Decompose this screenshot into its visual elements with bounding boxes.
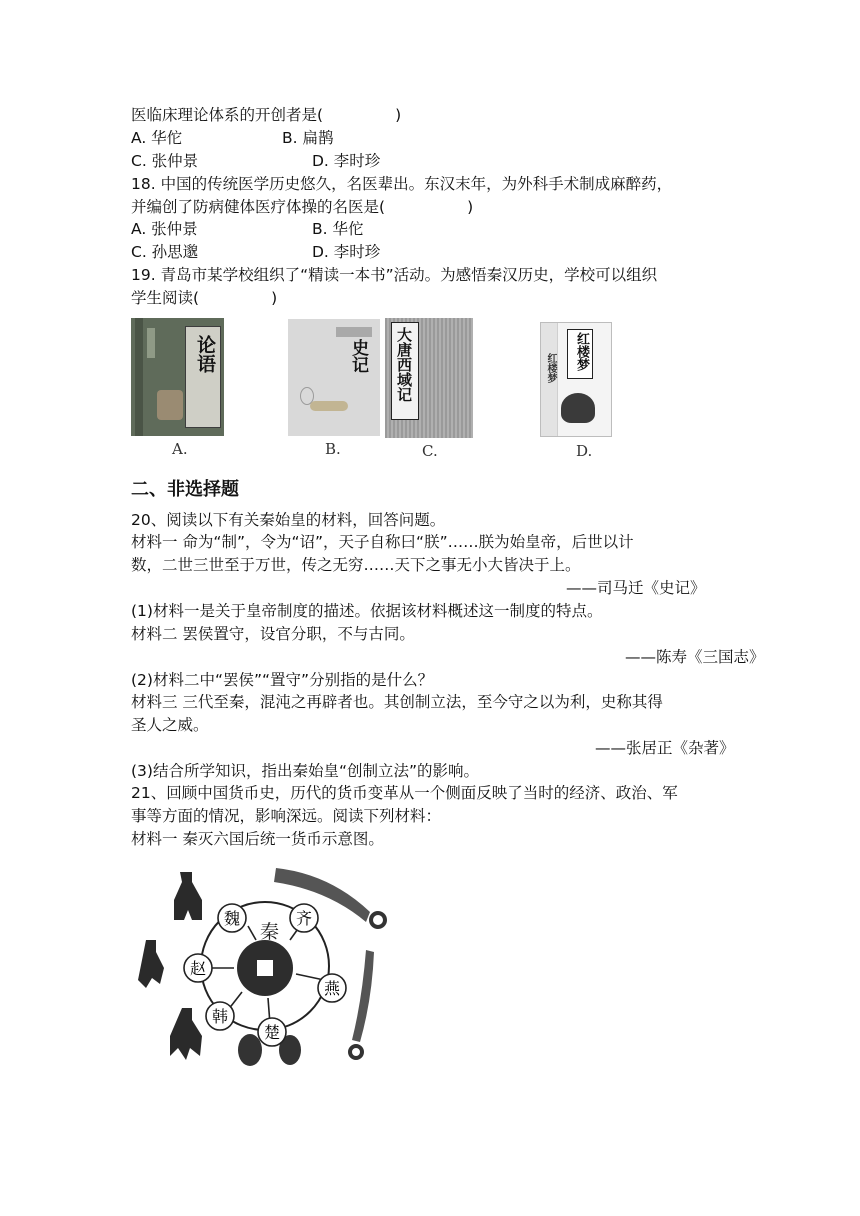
q20-material-3-line-2: 圣人之威。 xyxy=(131,716,209,734)
q17-stem xyxy=(131,104,401,126)
q20-material-1-line-1: 材料一 命为“制”，令为“诏”，天子自称曰“朕”……朕为始皇帝，后世以计 xyxy=(131,533,634,551)
state-circle-zhao xyxy=(184,954,212,982)
book-title-d: 红楼梦 xyxy=(574,332,589,371)
label-tag xyxy=(336,327,372,337)
q17-option-c[interactable]: C. 张仲景 xyxy=(131,152,199,170)
book-title-a: 论语 xyxy=(194,335,216,373)
state-label-wei: 魏 xyxy=(224,909,241,928)
q17-option-b[interactable]: B. 扁鹊 xyxy=(282,129,334,147)
q17-close: ) xyxy=(395,106,402,124)
book-cover-a[interactable] xyxy=(131,318,224,436)
q18-option-a[interactable]: A. 张仲景 xyxy=(131,220,198,238)
state-label-qi: 齐 xyxy=(296,909,313,928)
state-label-yan: 燕 xyxy=(324,979,341,998)
title-panel xyxy=(185,326,221,428)
state-label-chu: 楚 xyxy=(264,1023,281,1042)
spade-coin-icon xyxy=(138,940,164,988)
state-label-han: 韩 xyxy=(212,1007,229,1026)
q19-close: ) xyxy=(271,289,278,307)
book-title-c: 大唐西域记 xyxy=(395,327,413,402)
q20-material-1-source: ——司马迁《史记》 xyxy=(566,579,706,597)
book-cover-c[interactable] xyxy=(385,318,473,438)
q20-material-1-line-2: 数，二世三世至于万世，传之无穷……天下之事无小大皆决于上。 xyxy=(131,556,581,574)
center-state-label: 秦 xyxy=(260,921,280,943)
state-circle-yan xyxy=(318,974,346,1002)
section-heading: 二、非选择题 xyxy=(131,479,239,500)
state-circle-qi xyxy=(290,904,318,932)
q19-line-2-text: 学生阅读( xyxy=(131,289,200,307)
state-circle-han xyxy=(206,1002,234,1030)
q20-material-2-source: ——陈寿《三国志》 xyxy=(625,648,765,666)
book-caption-c: C. xyxy=(422,442,438,460)
q20-material-3-line-1: 材料三 三代至秦，混沌之再辟者也。其创制立法，至今守之以为利，史称其得 xyxy=(131,693,663,711)
horse-illustration xyxy=(310,401,348,411)
q20-material-2: 材料二 罢侯置守，设官分职，不与古同。 xyxy=(131,625,415,643)
spine-title: 红楼梦 xyxy=(545,353,556,383)
title-panel xyxy=(391,322,419,420)
ant-nose-coin-icon xyxy=(238,1034,262,1066)
q17-option-a[interactable]: A. 华佗 xyxy=(131,129,183,147)
q21-material-1: 材料一 秦灭六国后统一货币示意图。 xyxy=(131,830,384,848)
q20-intro: 20、阅读以下有关秦始皇的材料，回答问题。 xyxy=(131,511,446,529)
book-cover-d[interactable] xyxy=(540,322,612,437)
ban-liang-coin-icon xyxy=(237,940,293,996)
spade-coin-icon xyxy=(170,1008,202,1060)
state-label-zhao: 赵 xyxy=(190,959,207,978)
label-tag xyxy=(147,328,155,358)
book-caption-b: B. xyxy=(325,440,341,458)
q19-line-1: 19. 青岛市某学校组织了“精读一本书”活动。为感悟秦汉历史，学校可以组织 xyxy=(131,266,658,284)
q18-line-2 xyxy=(131,196,473,218)
title-panel xyxy=(567,329,593,379)
book-cover-b[interactable] xyxy=(288,319,380,436)
q18-line-1: 18. 中国的传统医学历史悠久，名医辈出。东汉末年，为外科手术制成麻醉药， xyxy=(131,175,673,193)
q20-material-3-source: ——张居正《杂著》 xyxy=(595,739,735,757)
book-spine xyxy=(135,318,143,436)
state-circle-wei xyxy=(218,904,246,932)
q17-stem-text: 医临床理论体系的开创者是( xyxy=(131,106,324,124)
figure-illustration xyxy=(157,390,183,420)
q18-close: ) xyxy=(467,198,474,216)
knife-coin-icon xyxy=(350,950,374,1058)
book-caption-a: A. xyxy=(172,440,188,458)
q18-line-2-text: 并编创了防病健体医疗体操的名医是( xyxy=(131,198,386,216)
currency-unification-diagram xyxy=(130,860,390,1080)
state-circle-chu xyxy=(258,1018,286,1046)
q18-option-c[interactable]: C. 孙思邈 xyxy=(131,243,199,261)
q18-option-d[interactable]: D. 李时珍 xyxy=(312,243,381,261)
q21-line-2: 事等方面的情况，影响深远。阅读下列材料： xyxy=(131,807,442,825)
q20-question-1: (1)材料一是关于皇帝制度的描述。依据该材料概述这一制度的特点。 xyxy=(131,602,603,620)
q17-option-d[interactable]: D. 李时珍 xyxy=(312,152,381,170)
q21-line-1: 21、回顾中国货币史，历代的货币变革从一个侧面反映了当时的经济、政治、军 xyxy=(131,784,678,802)
q18-option-b[interactable]: B. 华佗 xyxy=(312,220,364,238)
book-title-b: 史记 xyxy=(348,339,368,373)
spade-coin-icon xyxy=(174,872,202,920)
bird-illustration xyxy=(561,393,595,423)
book-caption-d: D. xyxy=(576,442,593,460)
q20-question-2: (2)材料二中“罢侯”“置守”分别指的是什么？ xyxy=(131,671,434,689)
q19-line-2 xyxy=(131,287,277,309)
q20-question-3: (3)结合所学知识，指出秦始皇“创制立法”的影响。 xyxy=(131,762,480,780)
